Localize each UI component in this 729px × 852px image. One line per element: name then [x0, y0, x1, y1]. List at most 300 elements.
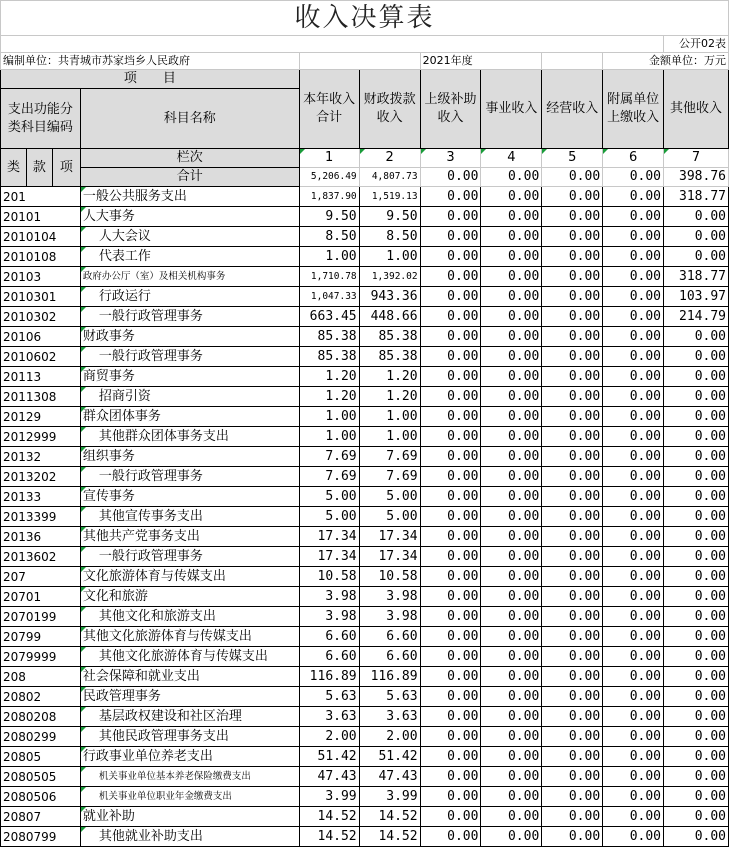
value-cell-col-5[interactable]: 0.00 — [542, 507, 603, 527]
value-cell-col-5[interactable]: 0.00 — [542, 567, 603, 587]
subject-name[interactable]: 机关事业单位职业年金缴费支出 — [80, 787, 299, 807]
value-cell-col-2[interactable]: 1.20 — [359, 367, 420, 387]
value-cell-col-1[interactable]: 10.58 — [299, 567, 359, 587]
subject-name[interactable]: 机关事业单位基本养老保险缴费支出 — [80, 767, 299, 787]
subject-name[interactable]: 行政运行 — [80, 287, 299, 307]
value-cell-col-4[interactable]: 0.00 — [481, 667, 542, 687]
value-cell-col-3[interactable]: 0.00 — [420, 707, 481, 727]
value-cell-col-4[interactable]: 0.00 — [481, 567, 542, 587]
value-cell-col-4[interactable]: 0.00 — [481, 727, 542, 747]
value-cell-col-5[interactable]: 0.00 — [542, 327, 603, 347]
subject-code[interactable]: 20101 — [1, 207, 81, 227]
subject-code[interactable]: 2080299 — [1, 727, 81, 747]
value-cell-col-4[interactable]: 0.00 — [481, 187, 542, 207]
value-cell-col-3[interactable]: 0.00 — [420, 627, 481, 647]
value-cell-col-3[interactable]: 0.00 — [420, 767, 481, 787]
value-cell-col-6[interactable]: 0.00 — [603, 727, 664, 747]
subject-code[interactable]: 20805 — [1, 747, 81, 767]
value-cell-col-3[interactable]: 0.00 — [420, 287, 481, 307]
value-cell-col-5[interactable]: 0.00 — [542, 187, 603, 207]
value-cell-col-4[interactable]: 0.00 — [481, 807, 542, 827]
value-cell-col-1[interactable]: 1,710.78 — [299, 267, 359, 287]
value-cell-col-2[interactable]: 943.36 — [359, 287, 420, 307]
subject-name[interactable]: 宣传事务 — [80, 487, 299, 507]
subject-code[interactable]: 20807 — [1, 807, 81, 827]
value-cell-col-3[interactable]: 0.00 — [420, 327, 481, 347]
value-cell-col-4[interactable]: 0.00 — [481, 607, 542, 627]
subject-code[interactable]: 2013399 — [1, 507, 81, 527]
value-cell-col-4[interactable]: 0.00 — [481, 307, 542, 327]
value-cell-col-3[interactable]: 0.00 — [420, 827, 481, 847]
value-cell-col-2[interactable]: 17.34 — [359, 547, 420, 567]
value-cell-col-6[interactable]: 0.00 — [603, 507, 664, 527]
value-cell-col-4[interactable]: 0.00 — [481, 367, 542, 387]
subject-name[interactable]: 基层政权建设和社区治理 — [80, 707, 299, 727]
value-cell-col-2[interactable]: 47.43 — [359, 767, 420, 787]
value-cell-col-2[interactable]: 5.00 — [359, 487, 420, 507]
value-cell-col-6[interactable]: 0.00 — [603, 587, 664, 607]
value-cell-col-5[interactable]: 0.00 — [542, 287, 603, 307]
value-cell-col-4[interactable]: 0.00 — [481, 427, 542, 447]
subject-name[interactable]: 代表工作 — [80, 247, 299, 267]
value-cell-col-7[interactable]: 0.00 — [664, 347, 729, 367]
value-cell-col-6[interactable]: 0.00 — [603, 467, 664, 487]
value-cell-col-6[interactable]: 0.00 — [603, 607, 664, 627]
value-cell-col-3[interactable]: 0.00 — [420, 247, 481, 267]
subject-code[interactable]: 2013202 — [1, 467, 81, 487]
value-cell-col-3[interactable]: 0.00 — [420, 207, 481, 227]
value-cell-col-7[interactable]: 0.00 — [664, 767, 729, 787]
value-cell-col-7[interactable]: 0.00 — [664, 527, 729, 547]
value-cell-col-4[interactable]: 0.00 — [481, 587, 542, 607]
value-cell-col-7[interactable]: 0.00 — [664, 807, 729, 827]
value-cell-col-4[interactable]: 0.00 — [481, 487, 542, 507]
value-cell-col-3[interactable]: 0.00 — [420, 407, 481, 427]
value-cell-col-6[interactable]: 0.00 — [603, 767, 664, 787]
value-cell-col-3[interactable]: 0.00 — [420, 807, 481, 827]
value-cell-col-1[interactable]: 1.00 — [299, 407, 359, 427]
value-cell-col-5[interactable]: 0.00 — [542, 747, 603, 767]
value-cell-col-5[interactable]: 0.00 — [542, 527, 603, 547]
value-cell-col-6[interactable]: 0.00 — [603, 567, 664, 587]
subject-code[interactable]: 2080799 — [1, 827, 81, 847]
value-cell-col-3[interactable]: 0.00 — [420, 747, 481, 767]
value-cell-col-7[interactable]: 318.77 — [664, 187, 729, 207]
value-cell-col-3[interactable]: 0.00 — [420, 487, 481, 507]
subject-name[interactable]: 其他宣传事务支出 — [80, 507, 299, 527]
value-cell-col-2[interactable]: 3.98 — [359, 587, 420, 607]
value-cell-col-2[interactable]: 9.50 — [359, 207, 420, 227]
subject-name[interactable]: 人大会议 — [80, 227, 299, 247]
value-cell-col-7[interactable]: 0.00 — [664, 567, 729, 587]
value-cell-col-5[interactable]: 0.00 — [542, 787, 603, 807]
value-cell-col-2[interactable]: 5.00 — [359, 507, 420, 527]
value-cell-col-5[interactable]: 0.00 — [542, 207, 603, 227]
subject-name[interactable]: 文化和旅游 — [80, 587, 299, 607]
value-cell-col-3[interactable]: 0.00 — [420, 787, 481, 807]
value-cell-col-5[interactable]: 0.00 — [542, 347, 603, 367]
value-cell-col-1[interactable]: 14.52 — [299, 827, 359, 847]
value-cell-col-5[interactable]: 0.00 — [542, 627, 603, 647]
subject-name[interactable]: 就业补助 — [80, 807, 299, 827]
value-cell-col-7[interactable]: 0.00 — [664, 707, 729, 727]
value-cell-col-6[interactable]: 0.00 — [603, 347, 664, 367]
subject-code[interactable]: 2080208 — [1, 707, 81, 727]
table-row — [1, 327, 729, 347]
value-cell-col-5[interactable]: 0.00 — [542, 387, 603, 407]
value-cell-col-3[interactable]: 0.00 — [420, 227, 481, 247]
value-cell-col-5[interactable]: 0.00 — [542, 427, 603, 447]
subject-name[interactable]: 其他群众团体事务支出 — [80, 427, 299, 447]
value-cell-col-3[interactable]: 0.00 — [420, 267, 481, 287]
subject-name[interactable]: 民政管理事务 — [80, 687, 299, 707]
value-cell-col-5[interactable]: 0.00 — [542, 467, 603, 487]
value-cell-col-6[interactable]: 0.00 — [603, 547, 664, 567]
value-cell-col-6[interactable]: 0.00 — [603, 287, 664, 307]
value-cell-col-4[interactable]: 0.00 — [481, 227, 542, 247]
value-cell-col-7[interactable]: 0.00 — [664, 647, 729, 667]
subject-code[interactable]: 20103 — [1, 267, 81, 287]
value-cell-col-2[interactable]: 2.00 — [359, 727, 420, 747]
value-cell-col-6[interactable]: 0.00 — [603, 787, 664, 807]
value-cell-col-6[interactable]: 0.00 — [603, 747, 664, 767]
value-cell-col-2[interactable]: 7.69 — [359, 447, 420, 467]
value-cell-col-6[interactable]: 0.00 — [603, 647, 664, 667]
subject-name[interactable]: 群众团体事务 — [80, 407, 299, 427]
value-cell-col-7[interactable]: 318.77 — [664, 267, 729, 287]
value-cell-col-5[interactable]: 0.00 — [542, 707, 603, 727]
value-cell-col-5[interactable]: 0.00 — [542, 607, 603, 627]
subject-code[interactable]: 20113 — [1, 367, 81, 387]
subject-code[interactable]: 2010602 — [1, 347, 81, 367]
value-cell-col-5[interactable]: 0.00 — [542, 447, 603, 467]
table-row — [1, 667, 729, 687]
value-cell-col-2[interactable]: 1.00 — [359, 407, 420, 427]
subject-code[interactable]: 2013602 — [1, 547, 81, 567]
subject-code[interactable]: 20133 — [1, 487, 81, 507]
value-cell-col-1[interactable]: 8.50 — [299, 227, 359, 247]
subject-name[interactable]: 人大事务 — [80, 207, 299, 227]
value-cell-col-7[interactable]: 0.00 — [664, 607, 729, 627]
value-cell-col-5[interactable]: 0.00 — [542, 587, 603, 607]
value-cell-col-5[interactable]: 0.00 — [542, 647, 603, 667]
value-cell-col-1[interactable]: 85.38 — [299, 327, 359, 347]
value-cell-col-2[interactable]: 1,392.02 — [359, 267, 420, 287]
value-cell-col-2[interactable]: 51.42 — [359, 747, 420, 767]
value-cell-col-5[interactable]: 0.00 — [542, 367, 603, 387]
value-cell-col-1[interactable]: 1.20 — [299, 367, 359, 387]
value-cell-col-7[interactable]: 0.00 — [664, 367, 729, 387]
value-cell-col-4[interactable]: 0.00 — [481, 767, 542, 787]
value-cell-col-6[interactable]: 0.00 — [603, 367, 664, 387]
subject-name[interactable]: 一般行政管理事务 — [80, 547, 299, 567]
value-cell-col-3[interactable]: 0.00 — [420, 347, 481, 367]
value-cell-col-6[interactable]: 0.00 — [603, 227, 664, 247]
value-cell-col-4[interactable]: 0.00 — [481, 527, 542, 547]
value-cell-col-5[interactable]: 0.00 — [542, 547, 603, 567]
value-cell-col-4[interactable]: 0.00 — [481, 347, 542, 367]
value-cell-col-4[interactable]: 0.00 — [481, 647, 542, 667]
value-cell-col-3[interactable]: 0.00 — [420, 307, 481, 327]
value-cell-col-5[interactable]: 0.00 — [542, 487, 603, 507]
value-cell-col-3[interactable]: 0.00 — [420, 367, 481, 387]
value-cell-col-3[interactable]: 0.00 — [420, 427, 481, 447]
value-cell-col-7[interactable]: 0.00 — [664, 787, 729, 807]
value-cell-col-4[interactable]: 0.00 — [481, 287, 542, 307]
subject-name[interactable]: 其他共产党事务支出 — [80, 527, 299, 547]
subject-name[interactable]: 政府办公厅（室）及相关机构事务 — [80, 267, 299, 287]
subject-code[interactable]: 2070199 — [1, 607, 81, 627]
value-cell-col-5[interactable]: 0.00 — [542, 807, 603, 827]
value-cell-col-1[interactable]: 5.00 — [299, 487, 359, 507]
value-cell-col-2[interactable]: 1.00 — [359, 427, 420, 447]
value-cell-col-4[interactable]: 0.00 — [481, 747, 542, 767]
value-cell-col-1[interactable]: 1,047.33 — [299, 287, 359, 307]
value-cell-col-3[interactable]: 0.00 — [420, 187, 481, 207]
value-cell-col-7[interactable]: 0.00 — [664, 487, 729, 507]
value-cell-col-2[interactable]: 6.60 — [359, 627, 420, 647]
value-cell-col-1[interactable]: 6.60 — [299, 627, 359, 647]
subject-code[interactable]: 2010104 — [1, 227, 81, 247]
value-cell-col-2[interactable]: 8.50 — [359, 227, 420, 247]
value-cell-col-7[interactable]: 0.00 — [664, 627, 729, 647]
subject-code[interactable]: 2010301 — [1, 287, 81, 307]
value-cell-col-1[interactable]: 1,837.90 — [299, 187, 359, 207]
value-cell-col-1[interactable]: 3.63 — [299, 707, 359, 727]
value-cell-col-7[interactable]: 0.00 — [664, 327, 729, 347]
subject-code[interactable]: 2011308 — [1, 387, 81, 407]
value-cell-col-2[interactable]: 5.63 — [359, 687, 420, 707]
value-cell-col-2[interactable]: 17.34 — [359, 527, 420, 547]
value-cell-col-1[interactable]: 1.20 — [299, 387, 359, 407]
subject-code[interactable]: 20799 — [1, 627, 81, 647]
value-cell-col-6[interactable]: 0.00 — [603, 487, 664, 507]
value-cell-col-6[interactable]: 0.00 — [603, 827, 664, 847]
value-cell-col-1[interactable]: 3.98 — [299, 587, 359, 607]
value-cell-col-1[interactable]: 85.38 — [299, 347, 359, 367]
value-cell-col-1[interactable]: 47.43 — [299, 767, 359, 787]
subject-code[interactable]: 20701 — [1, 587, 81, 607]
value-cell-col-2[interactable]: 14.52 — [359, 807, 420, 827]
value-cell-col-4[interactable]: 0.00 — [481, 327, 542, 347]
value-cell-col-6[interactable]: 0.00 — [603, 807, 664, 827]
value-cell-col-5[interactable]: 0.00 — [542, 267, 603, 287]
value-cell-col-1[interactable]: 3.98 — [299, 607, 359, 627]
value-cell-col-5[interactable]: 0.00 — [542, 827, 603, 847]
value-cell-col-6[interactable]: 0.00 — [603, 447, 664, 467]
value-cell-col-2[interactable]: 85.38 — [359, 327, 420, 347]
value-cell-col-2[interactable]: 7.69 — [359, 467, 420, 487]
value-cell-col-7[interactable]: 0.00 — [664, 547, 729, 567]
value-cell-col-2[interactable]: 1.00 — [359, 247, 420, 267]
subject-name[interactable]: 其他民政管理事务支出 — [80, 727, 299, 747]
value-cell-col-7[interactable]: 0.00 — [664, 227, 729, 247]
value-cell-col-3[interactable]: 0.00 — [420, 607, 481, 627]
value-cell-col-1[interactable]: 2.00 — [299, 727, 359, 747]
subject-code[interactable]: 207 — [1, 567, 81, 587]
value-cell-col-2[interactable]: 1,519.13 — [359, 187, 420, 207]
value-cell-col-4[interactable]: 0.00 — [481, 407, 542, 427]
value-cell-col-1[interactable]: 51.42 — [299, 747, 359, 767]
value-cell-col-1[interactable]: 7.69 — [299, 447, 359, 467]
subject-code[interactable]: 201 — [1, 187, 81, 207]
subject-code[interactable]: 20106 — [1, 327, 81, 347]
value-cell-col-1[interactable]: 17.34 — [299, 547, 359, 567]
value-cell-col-6[interactable]: 0.00 — [603, 247, 664, 267]
subject-name[interactable]: 其他文化旅游体育与传媒支出 — [80, 627, 299, 647]
value-cell-col-5[interactable]: 0.00 — [542, 687, 603, 707]
value-cell-col-7[interactable]: 0.00 — [664, 587, 729, 607]
value-cell-col-5[interactable]: 0.00 — [542, 767, 603, 787]
value-cell-col-6[interactable]: 0.00 — [603, 687, 664, 707]
subject-code[interactable]: 2010302 — [1, 307, 81, 327]
subject-code[interactable]: 2079999 — [1, 647, 81, 667]
value-cell-col-4[interactable]: 0.00 — [481, 787, 542, 807]
table-row — [1, 207, 729, 227]
value-cell-col-1[interactable]: 5.63 — [299, 687, 359, 707]
subject-name[interactable]: 一般行政管理事务 — [80, 347, 299, 367]
value-cell-col-4[interactable]: 0.00 — [481, 247, 542, 267]
value-cell-col-4[interactable]: 0.00 — [481, 627, 542, 647]
subject-code[interactable]: 2012999 — [1, 427, 81, 447]
subject-code[interactable]: 20129 — [1, 407, 81, 427]
subject-code[interactable]: 208 — [1, 667, 81, 687]
value-cell-col-1[interactable]: 1.00 — [299, 427, 359, 447]
value-cell-col-6[interactable]: 0.00 — [603, 387, 664, 407]
value-cell-col-2[interactable]: 6.60 — [359, 647, 420, 667]
value-cell-col-5[interactable]: 0.00 — [542, 667, 603, 687]
subject-name[interactable]: 其他文化旅游体育与传媒支出 — [80, 647, 299, 667]
value-cell-col-6[interactable]: 0.00 — [603, 627, 664, 647]
value-cell-col-5[interactable]: 0.00 — [542, 227, 603, 247]
value-cell-col-2[interactable]: 116.89 — [359, 667, 420, 687]
value-cell-col-6[interactable]: 0.00 — [603, 707, 664, 727]
subject-name[interactable]: 一般公共服务支出 — [80, 187, 299, 207]
value-cell-col-7[interactable]: 0.00 — [664, 827, 729, 847]
value-cell-col-6[interactable]: 0.00 — [603, 527, 664, 547]
value-cell-col-5[interactable]: 0.00 — [542, 727, 603, 747]
value-cell-col-7[interactable]: 0.00 — [664, 247, 729, 267]
subject-name[interactable]: 文化旅游体育与传媒支出 — [80, 567, 299, 587]
value-cell-col-6[interactable]: 0.00 — [603, 407, 664, 427]
value-cell-col-4[interactable]: 0.00 — [481, 707, 542, 727]
subject-code[interactable]: 2080505 — [1, 767, 81, 787]
value-cell-col-3[interactable]: 0.00 — [420, 587, 481, 607]
value-cell-col-7[interactable]: 0.00 — [664, 687, 729, 707]
value-cell-col-2[interactable]: 85.38 — [359, 347, 420, 367]
value-cell-col-7[interactable]: 0.00 — [664, 467, 729, 487]
value-cell-col-1[interactable]: 116.89 — [299, 667, 359, 687]
value-cell-col-3[interactable]: 0.00 — [420, 527, 481, 547]
value-cell-col-1[interactable]: 5.00 — [299, 507, 359, 527]
value-cell-col-2[interactable]: 14.52 — [359, 827, 420, 847]
value-cell-col-7[interactable]: 0.00 — [664, 447, 729, 467]
subject-name[interactable]: 社会保障和就业支出 — [80, 667, 299, 687]
value-cell-col-4[interactable]: 0.00 — [481, 207, 542, 227]
value-cell-col-3[interactable]: 0.00 — [420, 387, 481, 407]
value-cell-col-4[interactable]: 0.00 — [481, 547, 542, 567]
value-cell-col-4[interactable]: 0.00 — [481, 687, 542, 707]
value-cell-col-7[interactable]: 0.00 — [664, 407, 729, 427]
value-cell-col-7[interactable]: 0.00 — [664, 747, 729, 767]
value-cell-col-2[interactable]: 1.20 — [359, 387, 420, 407]
value-cell-col-3[interactable]: 0.00 — [420, 647, 481, 667]
value-cell-col-3[interactable]: 0.00 — [420, 447, 481, 467]
subject-code[interactable]: 2010108 — [1, 247, 81, 267]
subject-code[interactable]: 2080506 — [1, 787, 81, 807]
value-cell-col-1[interactable]: 14.52 — [299, 807, 359, 827]
value-cell-col-1[interactable]: 6.60 — [299, 647, 359, 667]
value-cell-col-5[interactable]: 0.00 — [542, 247, 603, 267]
value-cell-col-6[interactable]: 0.00 — [603, 307, 664, 327]
value-cell-col-4[interactable]: 0.00 — [481, 827, 542, 847]
value-cell-col-7[interactable]: 0.00 — [664, 387, 729, 407]
value-cell-col-3[interactable]: 0.00 — [420, 667, 481, 687]
subject-name[interactable]: 行政事业单位养老支出 — [80, 747, 299, 767]
value-cell-col-1[interactable]: 3.99 — [299, 787, 359, 807]
value-cell-col-6[interactable]: 0.00 — [603, 267, 664, 287]
subject-name[interactable]: 一般行政管理事务 — [80, 307, 299, 327]
value-cell-col-3[interactable]: 0.00 — [420, 567, 481, 587]
value-cell-col-2[interactable]: 3.99 — [359, 787, 420, 807]
value-cell-col-2[interactable]: 448.66 — [359, 307, 420, 327]
value-cell-col-6[interactable]: 0.00 — [603, 427, 664, 447]
value-cell-col-1[interactable]: 9.50 — [299, 207, 359, 227]
value-cell-col-4[interactable]: 0.00 — [481, 507, 542, 527]
subject-name[interactable]: 招商引资 — [80, 387, 299, 407]
value-cell-col-7[interactable]: 0.00 — [664, 427, 729, 447]
value-cell-col-7[interactable]: 103.97 — [664, 287, 729, 307]
value-cell-col-6[interactable]: 0.00 — [603, 187, 664, 207]
value-cell-col-1[interactable]: 17.34 — [299, 527, 359, 547]
value-cell-col-4[interactable]: 0.00 — [481, 267, 542, 287]
value-cell-col-5[interactable]: 0.00 — [542, 407, 603, 427]
value-cell-col-7[interactable]: 0.00 — [664, 727, 729, 747]
subject-name[interactable]: 一般行政管理事务 — [80, 467, 299, 487]
value-cell-col-3[interactable]: 0.00 — [420, 547, 481, 567]
value-cell-col-4[interactable]: 0.00 — [481, 387, 542, 407]
value-cell-col-3[interactable]: 0.00 — [420, 687, 481, 707]
subject-name[interactable]: 其他就业补助支出 — [80, 827, 299, 847]
subject-name[interactable]: 财政事务 — [80, 327, 299, 347]
value-cell-col-7[interactable]: 0.00 — [664, 207, 729, 227]
value-cell-col-6[interactable]: 0.00 — [603, 667, 664, 687]
value-cell-col-2[interactable]: 3.63 — [359, 707, 420, 727]
subject-name[interactable]: 商贸事务 — [80, 367, 299, 387]
value-cell-col-7[interactable]: 214.79 — [664, 307, 729, 327]
subject-code[interactable]: 20802 — [1, 687, 81, 707]
subject-code[interactable]: 20136 — [1, 527, 81, 547]
value-cell-col-5[interactable]: 0.00 — [542, 307, 603, 327]
value-cell-col-6[interactable]: 0.00 — [603, 207, 664, 227]
value-cell-col-3[interactable]: 0.00 — [420, 507, 481, 527]
value-cell-col-1[interactable]: 7.69 — [299, 467, 359, 487]
subject-name[interactable]: 组织事务 — [80, 447, 299, 467]
value-cell-col-1[interactable]: 1.00 — [299, 247, 359, 267]
value-cell-col-4[interactable]: 0.00 — [481, 467, 542, 487]
value-cell-col-6[interactable]: 0.00 — [603, 327, 664, 347]
value-cell-col-3[interactable]: 0.00 — [420, 467, 481, 487]
value-cell-col-4[interactable]: 0.00 — [481, 447, 542, 467]
value-cell-col-2[interactable]: 10.58 — [359, 567, 420, 587]
value-cell-col-1[interactable]: 663.45 — [299, 307, 359, 327]
value-cell-col-3[interactable]: 0.00 — [420, 727, 481, 747]
value-cell-col-2[interactable]: 3.98 — [359, 607, 420, 627]
subject-name[interactable]: 其他文化和旅游支出 — [80, 607, 299, 627]
value-cell-col-7[interactable]: 0.00 — [664, 667, 729, 687]
subject-code[interactable]: 20132 — [1, 447, 81, 467]
value-cell-col-7[interactable]: 0.00 — [664, 507, 729, 527]
